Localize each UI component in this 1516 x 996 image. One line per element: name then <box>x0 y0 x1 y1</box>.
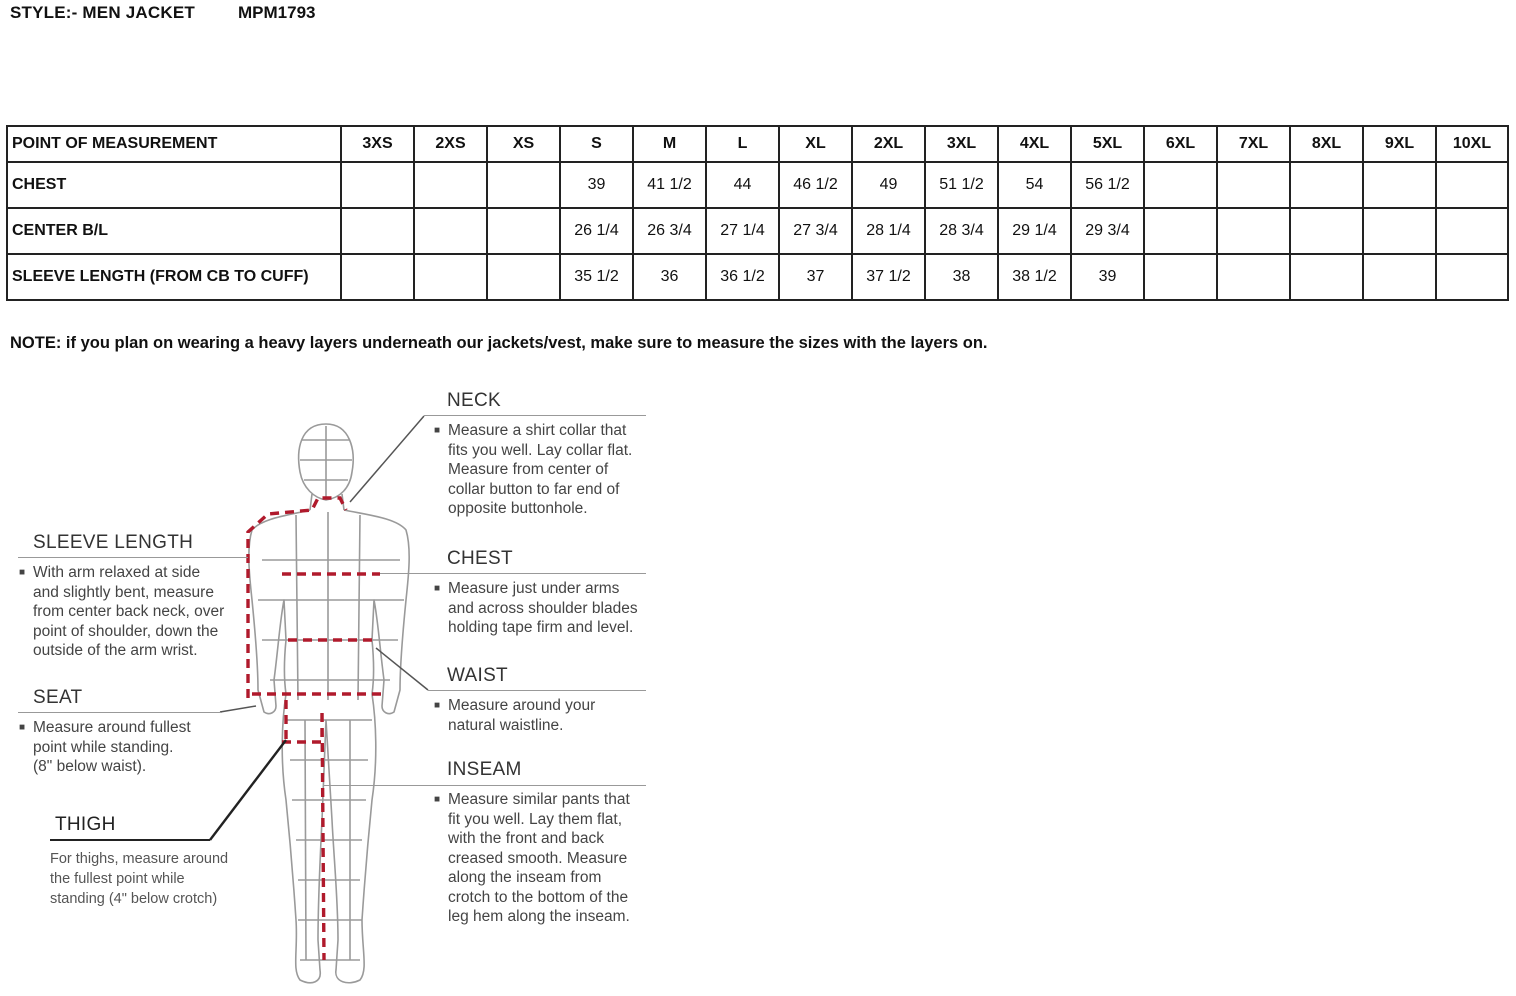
measurement-cell: 28 1/4 <box>852 208 925 254</box>
measurement-cell <box>1290 208 1363 254</box>
table-header-row <box>7 126 1508 162</box>
measurement-cell <box>1217 254 1290 300</box>
measurement-cell <box>341 254 414 300</box>
inseam-description: ■ Measure similar pants that fit you well. Lay them flat, with the front and back creased smooth. Measure along the inseam from crotch to the bottom of the leg hem along the inseam. <box>434 791 630 925</box>
chest-title: CHEST <box>447 548 513 569</box>
layering-note: NOTE: if you plan on wearing a heavy layers underneath our jackets/vest, make sure to measure the sizes with the layers on. <box>10 334 988 352</box>
measurement-cell: 26 3/4 <box>633 208 706 254</box>
size-header: 10XL <box>1436 126 1508 162</box>
measurement-cell <box>414 208 487 254</box>
measurement-cell: 39 <box>1071 254 1144 300</box>
measurement-cell <box>1436 162 1508 208</box>
size-header: 5XL <box>1071 126 1144 162</box>
measurement-cell: 41 1/2 <box>633 162 706 208</box>
sleeve-length-title: SLEEVE LENGTH <box>33 532 194 553</box>
table-row <box>7 254 1508 300</box>
column-header-pom: POINT OF MEASUREMENT <box>7 126 341 162</box>
bullet-icon: ■ <box>434 700 441 711</box>
measurement-cell: 28 3/4 <box>925 208 998 254</box>
measurement-cell <box>1436 208 1508 254</box>
size-header: 3XL <box>925 126 998 162</box>
measurement-guide <box>0 380 660 996</box>
measurement-cell: 44 <box>706 162 779 208</box>
size-header: L <box>706 126 779 162</box>
style-label: STYLE:- MEN JACKET <box>10 3 195 22</box>
size-chart-table <box>6 125 1509 301</box>
size-header: 9XL <box>1363 126 1436 162</box>
size-header: 4XL <box>998 126 1071 162</box>
measurement-cell <box>1217 162 1290 208</box>
measurement-cell <box>487 254 560 300</box>
size-header: 3XS <box>341 126 414 162</box>
measurement-cell: 56 1/2 <box>1071 162 1144 208</box>
measurement-cell <box>1363 162 1436 208</box>
waist-description: ■ Measure around your natural waistline. <box>434 697 596 734</box>
table-body <box>7 162 1508 300</box>
measurement-cell: 29 1/4 <box>998 208 1071 254</box>
seat-description: ■ Measure around fullest point while standing. (8" below waist). <box>19 719 191 775</box>
measurement-cell: 35 1/2 <box>560 254 633 300</box>
measurement-cell <box>414 254 487 300</box>
measurement-cell <box>487 208 560 254</box>
waist-title: WAIST <box>447 665 508 686</box>
bullet-icon: ■ <box>434 583 441 594</box>
measurement-cell <box>1144 162 1217 208</box>
size-header: M <box>633 126 706 162</box>
measurement-cell <box>1217 208 1290 254</box>
neck-title: NECK <box>447 390 501 411</box>
measurement-cell: 37 1/2 <box>852 254 925 300</box>
measurement-cell: 38 <box>925 254 998 300</box>
bullet-icon: ■ <box>434 425 441 436</box>
sleeve-length-description: ■ With arm relaxed at side and slightly bent, measure from center back neck, over point of shoulder, down the outside of the arm wrist. <box>19 564 225 659</box>
table-row <box>7 162 1508 208</box>
bullet-icon: ■ <box>19 567 26 578</box>
measurement-cell: 36 <box>633 254 706 300</box>
measurement-cell <box>1144 254 1217 300</box>
measurement-cell: 49 <box>852 162 925 208</box>
size-header: S <box>560 126 633 162</box>
measurement-cell <box>414 162 487 208</box>
measurement-cell: 27 3/4 <box>779 208 852 254</box>
table-row <box>7 208 1508 254</box>
measurement-cell <box>1290 162 1363 208</box>
measurement-cell <box>1290 254 1363 300</box>
measurement-cell: 29 3/4 <box>1071 208 1144 254</box>
measurement-cell <box>1144 208 1217 254</box>
bullet-icon: ■ <box>19 722 26 733</box>
thigh-title: THIGH <box>55 814 116 835</box>
size-header: XL <box>779 126 852 162</box>
measurement-cell: 38 1/2 <box>998 254 1071 300</box>
measurement-cell: 26 1/4 <box>560 208 633 254</box>
seat-title: SEAT <box>33 687 83 708</box>
thigh-description: For thighs, measure around the fullest point while standing (4" below crotch) <box>50 851 229 907</box>
measurement-cell <box>487 162 560 208</box>
chest-description: ■ Measure just under arms and across shoulder blades holding tape firm and level. <box>434 580 638 636</box>
size-header: XS <box>487 126 560 162</box>
size-header: 2XS <box>414 126 487 162</box>
measurement-cell: 39 <box>560 162 633 208</box>
size-header: 2XL <box>852 126 925 162</box>
measurement-cell: 37 <box>779 254 852 300</box>
measurement-cell: 54 <box>998 162 1071 208</box>
row-label: CENTER B/L <box>7 208 341 254</box>
measurement-cell <box>1363 208 1436 254</box>
measurement-cell <box>341 162 414 208</box>
neck-description: ■ Measure a shirt collar that fits you well. Lay collar flat. Measure from center of collar button to far end of opposite buttonhole. <box>434 422 633 517</box>
bullet-icon: ■ <box>434 794 441 805</box>
inseam-title: INSEAM <box>447 759 522 780</box>
measurement-cell: 36 1/2 <box>706 254 779 300</box>
measurement-cell <box>1436 254 1508 300</box>
measurement-cell: 51 1/2 <box>925 162 998 208</box>
size-header: 7XL <box>1217 126 1290 162</box>
measurement-cell <box>1363 254 1436 300</box>
size-header: 8XL <box>1290 126 1363 162</box>
measurement-cell: 46 1/2 <box>779 162 852 208</box>
row-label: CHEST <box>7 162 341 208</box>
row-label: SLEEVE LENGTH (FROM CB TO CUFF) <box>7 254 341 300</box>
size-header: 6XL <box>1144 126 1217 162</box>
measurement-cell <box>341 208 414 254</box>
style-code: MPM1793 <box>238 3 316 22</box>
measurement-cell: 27 1/4 <box>706 208 779 254</box>
